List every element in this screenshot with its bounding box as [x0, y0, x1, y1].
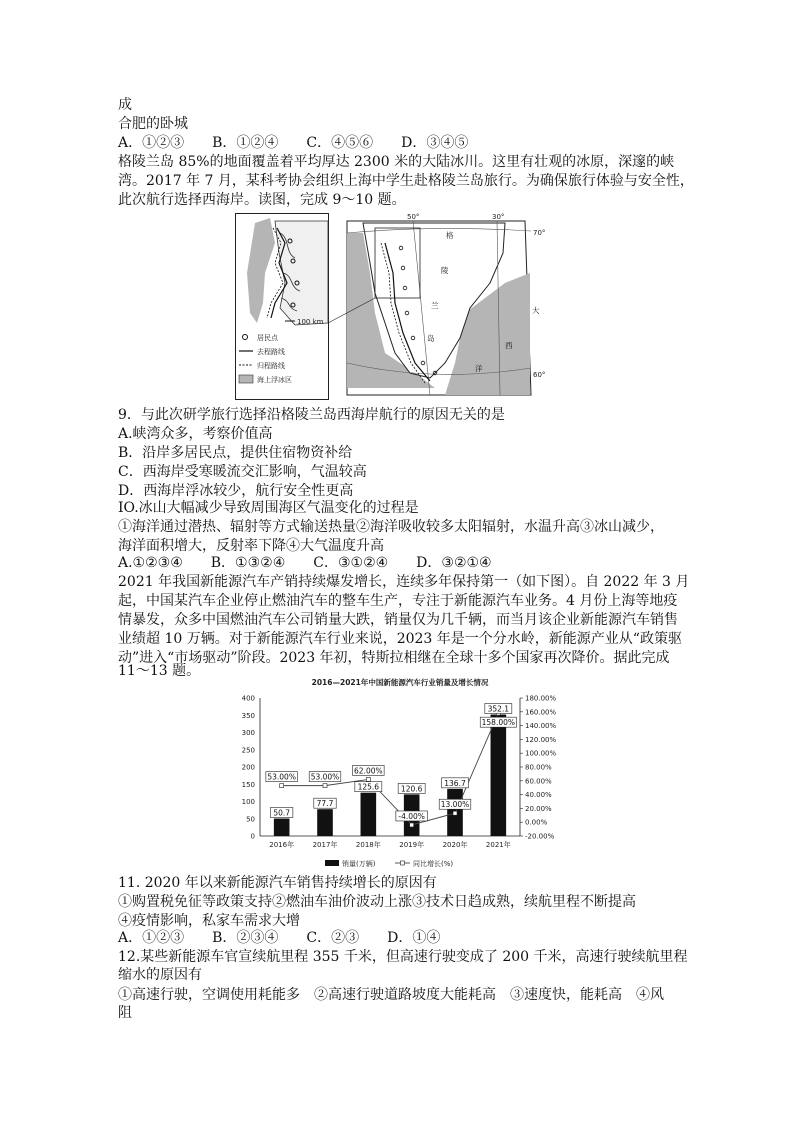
- y-tick-right: 180.00%: [525, 694, 557, 703]
- legend-settlement: 居民点: [257, 334, 278, 342]
- legend-ice: 海上浮冰区: [257, 376, 292, 384]
- bar: [361, 793, 377, 836]
- label-xi: 西: [505, 341, 513, 350]
- growth-label: -4.00%: [398, 811, 425, 821]
- x-tick-label: 2018年: [355, 841, 381, 849]
- growth-point: [280, 784, 284, 788]
- sales-chart: [220, 676, 580, 876]
- question-12: 12.某些新能源车官宣续航里程 355 千米，但高速行驶变成了 200 千米，高速行驶续航里程: [118, 949, 688, 965]
- label-ge: 格: [446, 231, 454, 240]
- x-tick-label: 2020年: [442, 841, 468, 849]
- bar: [317, 809, 333, 836]
- growth-point: [366, 777, 370, 781]
- growth-label: 53.00%: [310, 772, 340, 782]
- bar-label: 352.1: [487, 704, 510, 714]
- growth-label: 62.00%: [354, 766, 383, 776]
- question-12-items: 阻: [118, 1005, 132, 1021]
- y-tick-left: 300: [241, 729, 255, 737]
- chart-title: 2016—2021年中国新能源汽车行业销量及增长情况: [311, 678, 489, 687]
- legend-outbound: 去程路线: [257, 348, 285, 356]
- growth-label: 158.00%: [481, 718, 516, 728]
- bar-label: 120.6: [400, 784, 423, 794]
- y-tick-right: 100.00%: [525, 749, 557, 758]
- y-tick-left: 200: [241, 763, 255, 772]
- y-tick-right: -20.00%: [525, 832, 555, 841]
- scale-label: 100 km: [297, 318, 324, 326]
- bar-label: 136.7: [444, 778, 466, 788]
- passage-line: 格陵兰岛 85%的地面覆盖着平均厚达 2300 米的大陆冰川。这里有壮观的冰原，深邃的峡: [118, 154, 675, 170]
- y-tick-right: 20.00%: [525, 804, 552, 813]
- question-10-items: ①海洋通过潜热、辐射等方式输送热量②海洋吸收较多太阳辐射，水温升高③冰山减少，: [118, 519, 664, 535]
- y-tick-left: 100: [241, 798, 255, 806]
- growth-label: 13.00%: [440, 800, 470, 810]
- lat-60-label: 60°: [533, 371, 546, 379]
- x-tick-label: 2019年: [399, 841, 425, 849]
- y-tick-right: 140.00%: [525, 722, 557, 731]
- passage-line: 此次航行选择西海岸。读图，完成 9～10 题。: [118, 192, 406, 208]
- legend-line-label: 同比增长(%): [413, 860, 454, 868]
- option-9a: A.峡湾众多，考察价值高: [118, 426, 273, 442]
- option-9c: C．西海岸受寒暖流交汇影响，气温较高: [118, 464, 367, 480]
- question-11: 11. 2020 年以来新能源汽车销售持续增长的原因有: [118, 875, 437, 891]
- lat-70-label: 70°: [533, 229, 546, 237]
- question-10: IO.冰山大幅减少导致周围海区气温变化的过程是: [118, 500, 419, 516]
- text-line: 成: [118, 97, 132, 113]
- label-dao: 岛: [427, 334, 435, 343]
- option-9b: B．沿岸多居民点，提供住宿物资补给: [118, 445, 353, 461]
- x-tick-label: 2017年: [312, 841, 338, 849]
- y-tick-right: 60.00%: [525, 777, 552, 786]
- y-tick-left: 250: [241, 746, 255, 755]
- question-10-options: A.①②③④ B．①③②④ C．③①②④ D．③②①④: [118, 555, 492, 571]
- y-tick-left: 400: [241, 694, 255, 703]
- passage-line: 11～13 题。: [118, 663, 201, 679]
- y-tick-left: 150: [241, 780, 255, 789]
- question-11-items: ①购置税免征等政策支持②燃油车油价波动上涨③技术日趋成熟，续航里程不断提高: [118, 894, 636, 910]
- option-9d: D．西海岸浮冰较少，航行安全性更高: [118, 483, 354, 499]
- x-tick-label: 2021年: [485, 841, 511, 849]
- growth-point: [410, 823, 414, 827]
- question-11-options: A．①②③ B．②③④ C．②③ D．①④: [118, 930, 441, 946]
- question-9: 9．与此次研学旅行选择沿格陵兰岛西海岸航行的原因无关的是: [118, 407, 505, 423]
- passage-line: 业绩超 10 万辆。对于新能源汽车行业来说，2023 年是一个分水岭，新能源产业从“政策驱: [118, 631, 682, 647]
- lon-30-label: 30°: [492, 213, 505, 221]
- greenland-map: [235, 213, 560, 400]
- passage-line: 2021 年我国新能源汽车产销持续爆发增长，连续多年保持第一（如下图）。自 2022 年 3 月: [118, 574, 690, 590]
- legend-line-marker: [401, 861, 405, 865]
- question-10-items: 海洋面积增大，反射率下降④大气温度升高: [118, 538, 384, 554]
- label-yang: 洋: [475, 364, 483, 373]
- y-tick-right: 120.00%: [525, 735, 557, 744]
- lon-50-label: 50°: [407, 213, 420, 221]
- passage-line: 情暴发，众多中国燃油汽车公司销量大跌，销量仅为几千辆，而当月该企业新能源汽车销售: [118, 612, 678, 628]
- bar: [491, 715, 507, 836]
- bar: [274, 819, 290, 836]
- growth-label: 53.00%: [267, 772, 296, 782]
- y-tick-left: 350: [241, 711, 255, 720]
- y-tick-right: 160.00%: [525, 708, 557, 717]
- growth-point: [453, 811, 457, 815]
- y-tick-right: 80.00%: [525, 763, 552, 772]
- text-line: 合肥的卧城: [118, 116, 188, 132]
- passage-line: 湾。2017 年 7 月，某科考协会组织上海中学生赴格陵兰岛旅行。为确保旅行体验与安全性，: [118, 173, 694, 189]
- y-tick-left: 0: [250, 832, 255, 841]
- question-options: A．①②③ B．①②④ C．④⑤⑥ D．③④⑤: [118, 135, 469, 151]
- y-tick-left: 50: [246, 815, 255, 824]
- x-tick-label: 2016年: [269, 841, 295, 849]
- question-12-items: ①高速行驶，空调使用耗能多 ②高速行驶道路坡度大能耗高 ③速度快，能耗高 ④风: [118, 987, 664, 1003]
- bar-label: 77.7: [316, 799, 334, 809]
- growth-point: [323, 784, 327, 788]
- label-ling: 陵: [441, 266, 449, 275]
- y-tick-right: 40.00%: [525, 791, 552, 800]
- bar-label: 50.7: [273, 808, 291, 818]
- legend-return: 归程路线: [257, 362, 285, 370]
- question-12: 缩水的原因有: [118, 967, 202, 983]
- label-lan: 兰: [431, 301, 439, 310]
- y-tick-right: 0.00%: [525, 818, 548, 827]
- legend-bar-label: 销量(万辆): [342, 860, 376, 868]
- bar-label: 125.6: [357, 782, 380, 792]
- label-da: 大: [532, 306, 540, 315]
- question-11-items: ④疫情影响，私家车需求大增: [118, 913, 300, 929]
- passage-line: 动”进入“市场驱动”阶段。2023 年初，特斯拉相继在全球十多个国家再次降价。据此完成: [118, 650, 670, 666]
- passage-line: 起，中国某汽车企业停止燃油汽车的整车生产，专注于新能源汽车业务。4 月份上海等地疫: [118, 593, 678, 609]
- legend-bar-swatch: [325, 860, 339, 866]
